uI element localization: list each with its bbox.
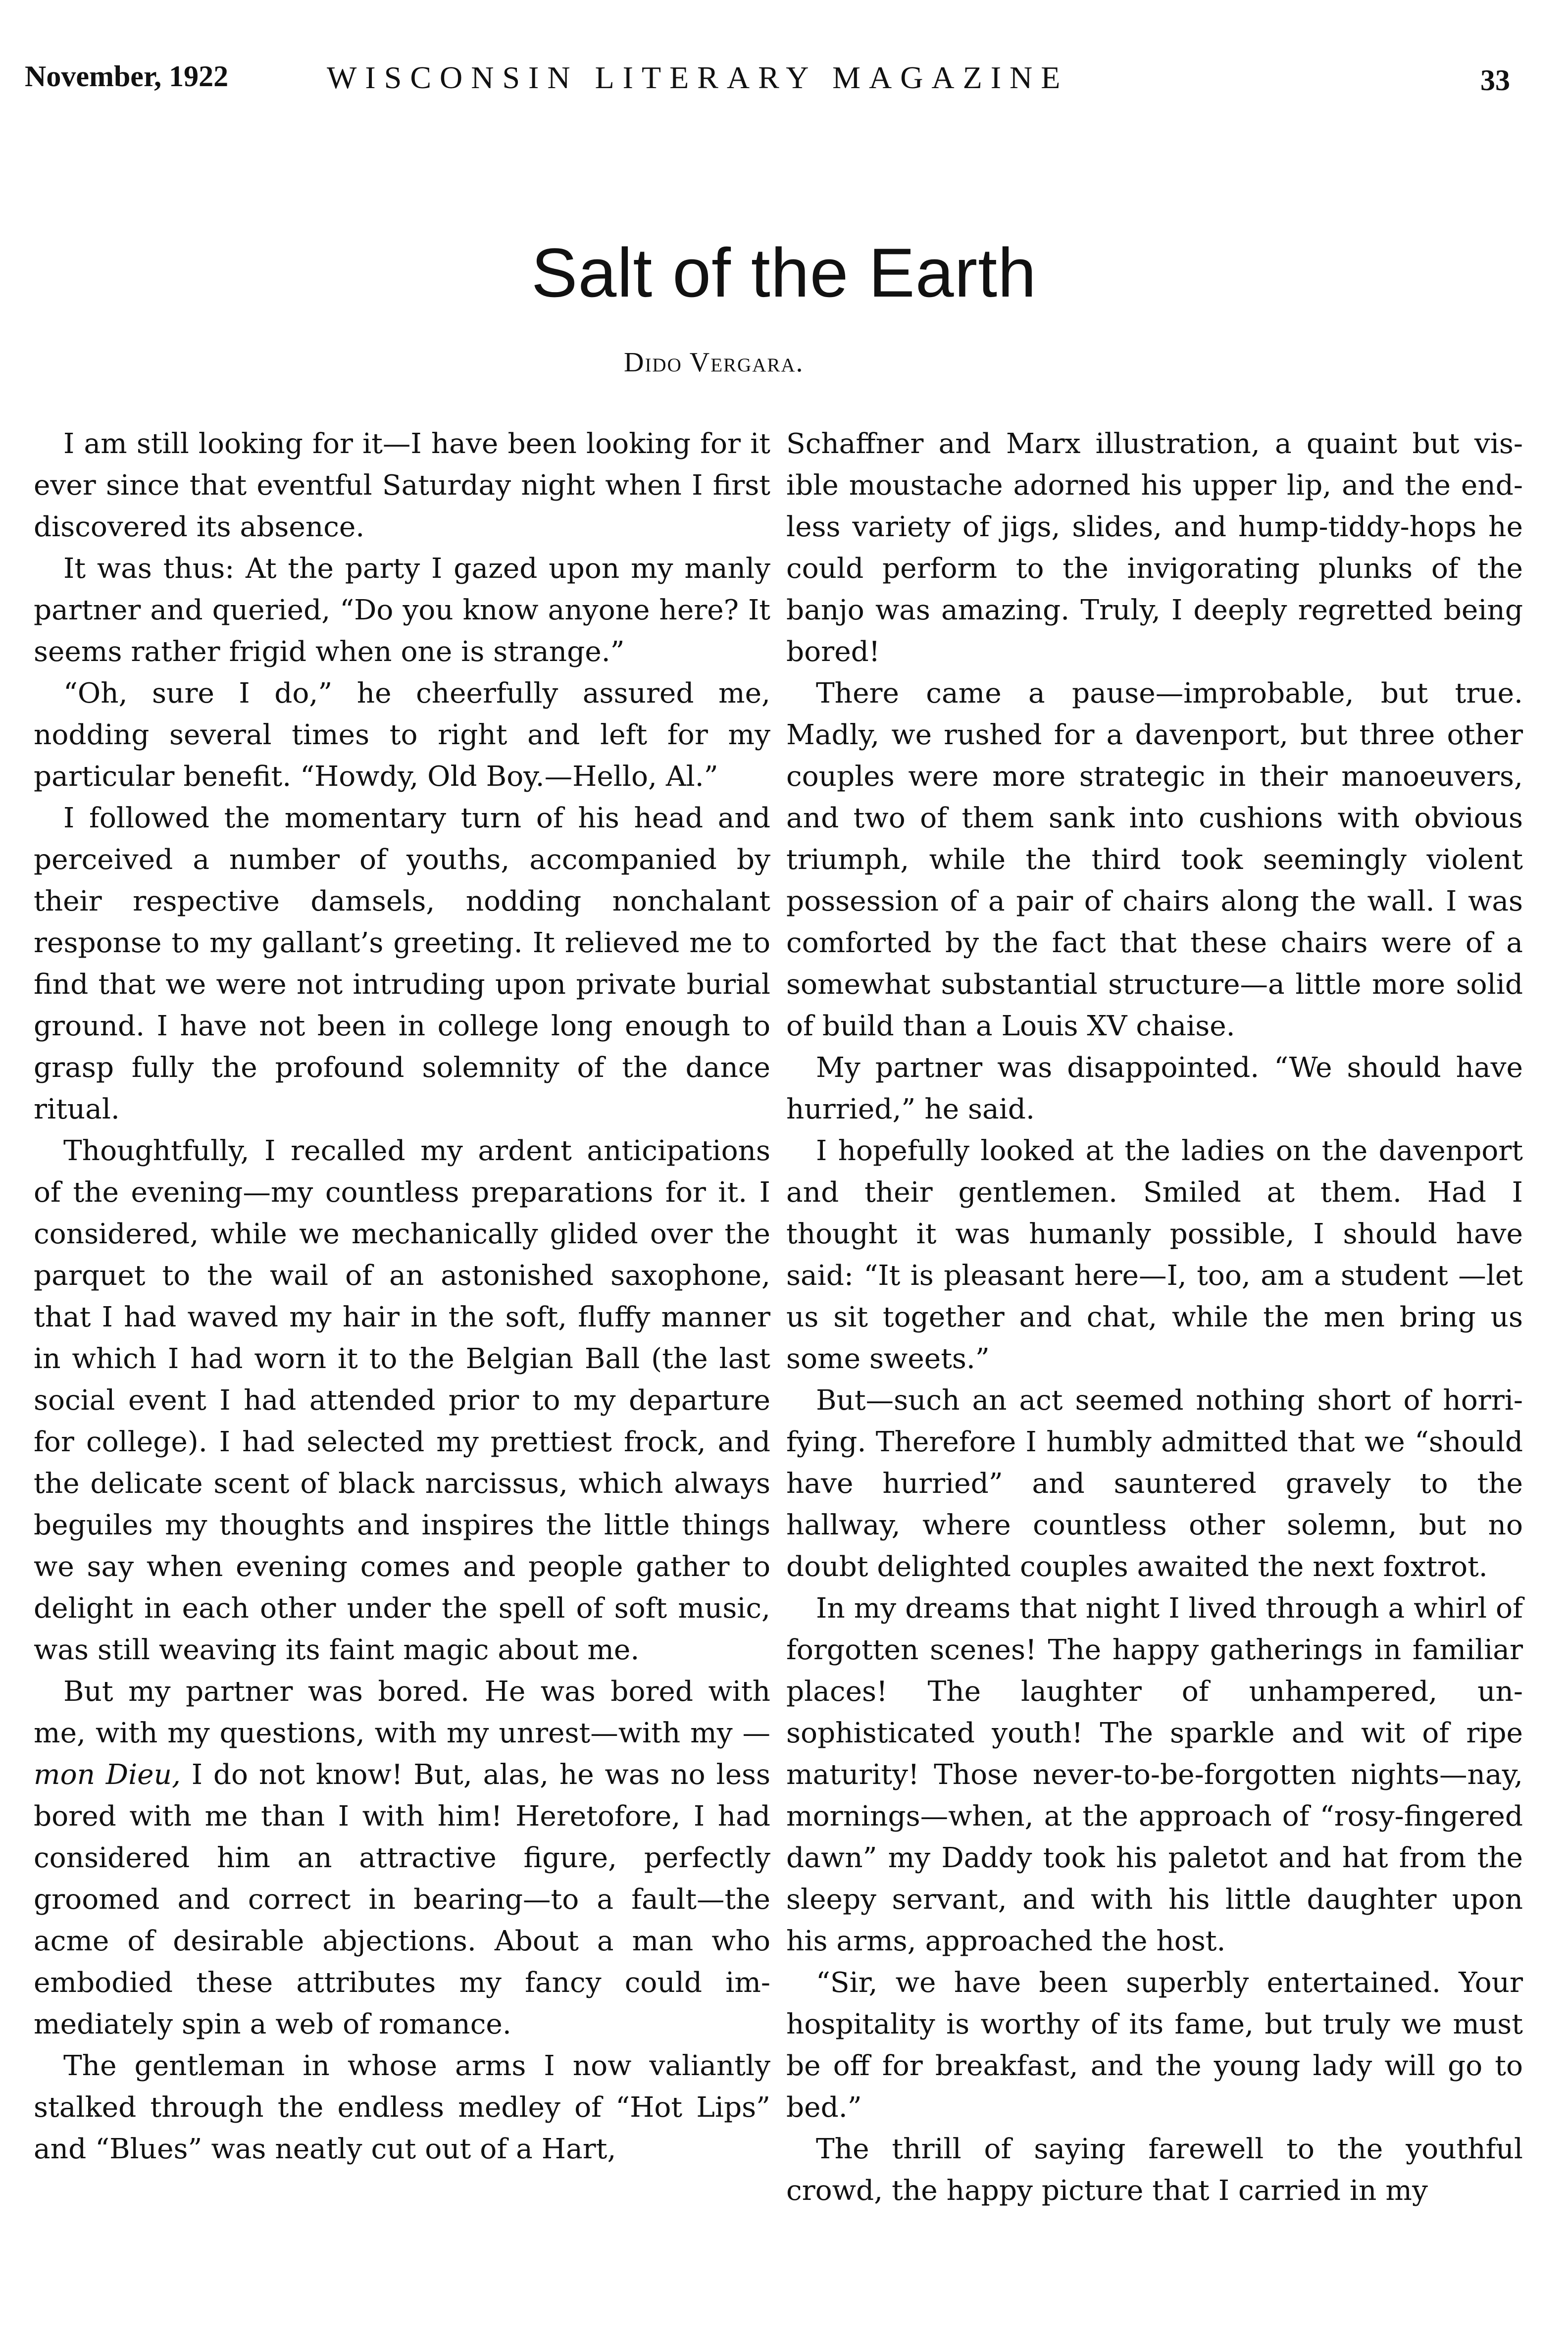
paragraph: My partner was disappointed. “We should have hurried,” he said. xyxy=(786,1052,1523,1125)
paragraph: Thoughtfully, I recalled my ardent anticipations of the evening—my countless preparations for it. I considered, while we mechanically glided over the parquet to the wail of an astonished saxophone, that I had waved my hair in the soft, fluffy manner in which I had worn it to the Belgian Ball (the last social event I had attended prior to my departure for college). I had selected my prettiest frock, and the delicate scent of black narcissus, which always beguiles my thoughts and inspires the little things we say when evening comes and people gather to delight in each other under the spell of soft music, was still weaving its faint magic about me. xyxy=(34,1135,770,1666)
paragraph: “Oh, sure I do,” he cheerfully assured me, nodding several times to right and left for my particular benefit. “Howdy, Old Boy.—Hello, Al.” xyxy=(34,677,770,793)
paragraph: I followed the momentary turn of his head and perceived a number of youths, accompanied by their respective damsels, nodding nonchalant response to my gallant’s greeting. It relieved me to find that we were not intruding upon private burial ground. I have not been in college long enough to grasp fully the profound solemnity of the dance ritual. xyxy=(34,802,770,1125)
paragraph-text: I do not know! But, alas, he was no less bored with me than I with him! Heretofore, I had considered him an attractive figure, perfectly groomed and correct in bearing—to a fault—the acme of desirable abjections. About a man who embodied these attributes my fancy could immediately spin a web of romance. xyxy=(34,1759,770,2040)
magazine-title: WISCONSIN LITERARY MAGAZINE xyxy=(327,60,1069,95)
left-column xyxy=(34,423,770,2170)
paragraph: I hopefully looked at the ladies on the davenport and their gentlemen. Smiled at them. Had I thought it was humanly possible, I should have said: “It is pleasant here—I, too, am a student —let us sit together and chat, while the men bring us some sweets.” xyxy=(786,1135,1523,1375)
paragraph: The thrill of saying farewell to the youthful crowd, the happy picture that I carried in my xyxy=(786,2133,1523,2207)
paragraph: “Sir, we have been superbly entertained. Your hospitality is worthy of its fame, but truly we must be off for breakfast, and the young lady will go to bed.” xyxy=(786,1967,1523,2124)
running-head xyxy=(25,59,1510,109)
paragraph: In my dreams that night I lived through a whirl of forgotten scenes! The happy gatherings in familiar places! The laughter of unhampered, unsophisticated youth! The sparkle and wit of ripe maturity! Those never-to-be-forgotten nights—nay, mornings—when, at the approach of “rosy-fingered dawn” my Daddy took his paletot and hat from the sleepy servant, and with his little daughter upon his arms, approached the host. xyxy=(786,1592,1523,1957)
paragraph: It was thus: At the party I gazed upon my manly partner and queried, “Do you know anyone here? It seems rather frigid when one is strange.” xyxy=(34,553,770,668)
paragraph: I am still looking for it—I have been looking for it ever since that eventful Saturday night when I first discovered its absence. xyxy=(34,428,770,543)
paragraph: There came a pause—improbable, but true. Madly, we rushed for a davenport, but three other couples were more strategic in their manoeuvers, and two of them sank into cushions with obvious triumph, while the third took seemingly violent possession of a pair of chairs along the wall. I was comforted by the fact that these chairs were of a somewhat substantial structure—a little more solid of build than a Louis XV chaise. xyxy=(786,677,1523,1042)
paragraph: Schaffner and Marx illustration, a quaint but visible moustache adorned his upper lip, and the endless variety of jigs, slides, and hump-tiddy-hops he could perform to the invigorating plunks of the banjo was amazing. Truly, I deeply regretted being bored! xyxy=(786,428,1523,668)
paragraph: But—such an act seemed nothing short of horrifying. Therefore I humbly admitted that we “should have hurried” and sauntered gravely to the hallway, where countless other solemn, but no doubt delighted couples awaited the next foxtrot. xyxy=(786,1384,1523,1583)
article-title: Salt of the Earth xyxy=(531,234,1037,311)
page-number: 33 xyxy=(1480,64,1510,97)
right-column xyxy=(786,423,1523,2212)
italic-phrase: mon Dieu, xyxy=(34,1759,181,1791)
paragraph: The gentleman in whose arms I now valiantly stalked through the endless medley of “Hot Lips” and “Blues” was neatly cut out of a Hart, xyxy=(34,2050,770,2165)
article-author: Dido Vergara. xyxy=(624,347,804,378)
issue-date: November, 1922 xyxy=(25,60,229,93)
paragraph-text: But my partner was bored. He was bored with me, with my questions, with my unrest—with my — xyxy=(34,1676,770,1749)
paragraph xyxy=(34,1671,770,2045)
